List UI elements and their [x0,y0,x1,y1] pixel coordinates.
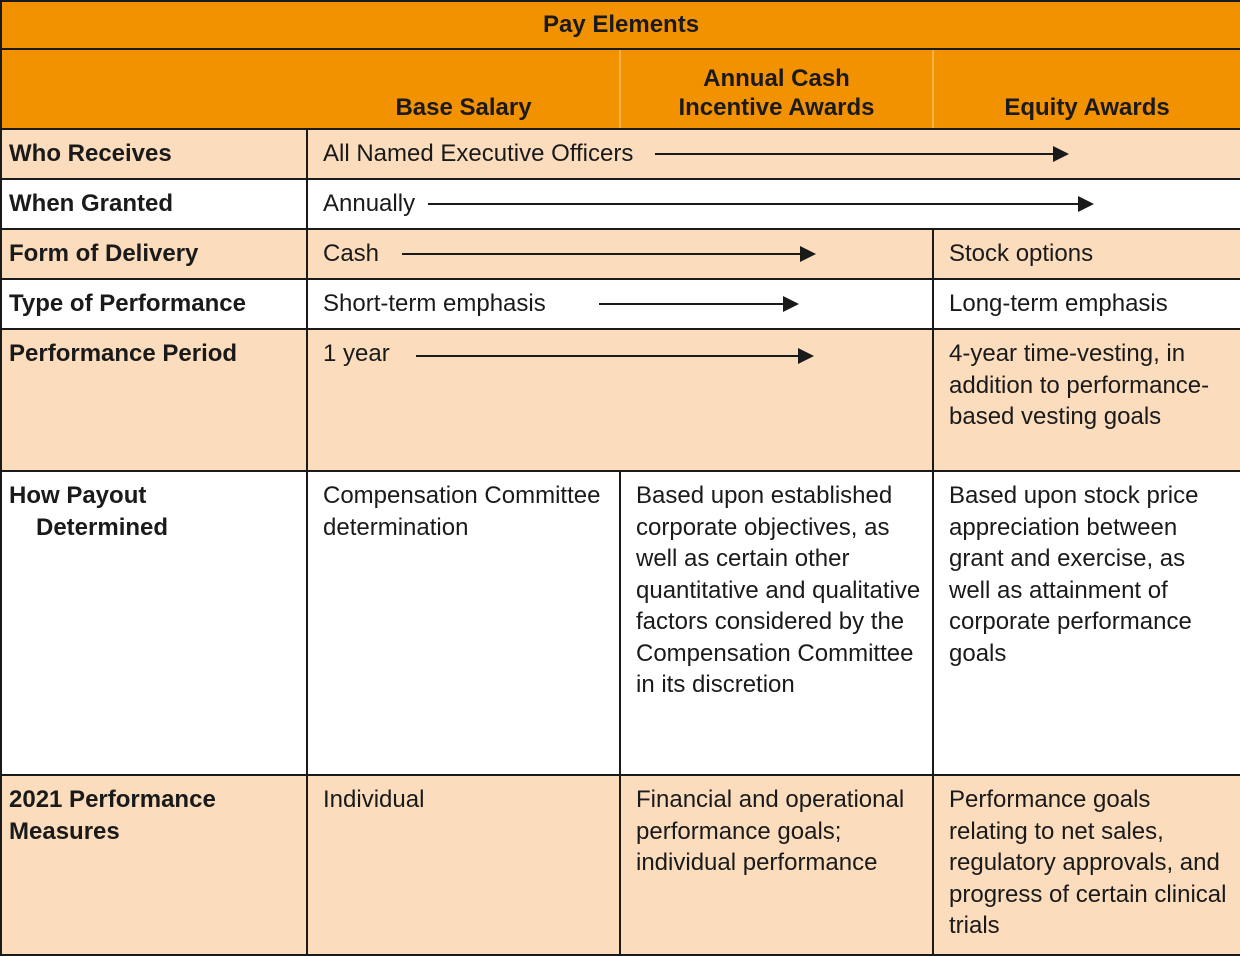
performance-measures-equity: Performance goals relating to net sales, regulatory approvals, and progress of certain clinical trials [933,775,1240,955]
type-of-performance-cash-cell [307,279,933,329]
how-payout-label-line2: Determined [36,513,169,541]
row-label-when-granted: When Granted [1,179,307,229]
table-row [1,279,1240,329]
row-label-form-of-delivery: Form of Delivery [1,229,307,279]
row-label-performance-measures [1,775,307,955]
form-of-delivery-cash-cell [307,229,933,279]
form-of-delivery-cash: Cash [323,240,380,268]
performance-measures-annual: Financial and operational performance goals; individual performance [620,775,933,955]
how-payout-equity: Based upon stock price appreciation between grant and exercise, as well as attainment of corporate performance goals [933,471,1240,775]
arrow-right-icon [402,253,814,255]
table-row [1,229,1240,279]
column-header-row [1,49,1240,129]
header-base-salary: Base Salary [307,49,620,129]
how-payout-label-line1: How Payout [9,482,147,509]
type-of-performance-equity: Long-term emphasis [933,279,1240,329]
performance-period-cash-cell [307,329,933,471]
header-annual-cash [620,49,933,129]
header-annual-cash-line2: Incentive Awards [678,94,875,121]
type-of-performance-cash: Short-term emphasis [323,290,546,318]
header-blank-cell [1,49,307,129]
performance-measures-label-line2: Measures [9,817,120,845]
arrow-right-icon [599,303,797,305]
table-row [1,329,1240,471]
performance-period-cash: 1 year [323,340,390,367]
row-label-type-of-performance: Type of Performance [1,279,307,329]
table-row [1,471,1240,775]
arrow-right-icon [655,153,1067,155]
header-annual-cash-line1: Annual Cash [703,65,850,92]
who-receives-value-cell [307,129,1240,179]
row-label-how-payout [1,471,307,775]
header-equity-awards: Equity Awards [933,49,1240,129]
performance-period-equity: 4-year time-vesting, in addition to performance-based vesting goals [933,329,1240,471]
how-payout-annual: Based upon established corporate objectives, as well as certain other quantitative and qualitative factors considered by the Compensation Committee in its discretion [620,471,933,775]
row-label-performance-period: Performance Period [1,329,307,471]
when-granted-value-cell [307,179,1240,229]
arrow-right-icon [428,203,1092,205]
table-row [1,129,1240,179]
performance-measures-base: Individual [307,775,620,955]
performance-measures-label-line1: 2021 Performance [9,786,216,813]
arrow-right-icon [416,355,812,357]
row-label-who-receives: Who Receives [1,129,307,179]
who-receives-value: All Named Executive Officers [323,140,634,168]
title-row [1,1,1240,49]
how-payout-base: Compensation Committee determination [307,471,620,775]
table-row [1,775,1240,955]
table-title: Pay Elements [1,1,1240,49]
when-granted-value: Annually [323,190,416,218]
table-row [1,179,1240,229]
form-of-delivery-equity: Stock options [933,229,1240,279]
